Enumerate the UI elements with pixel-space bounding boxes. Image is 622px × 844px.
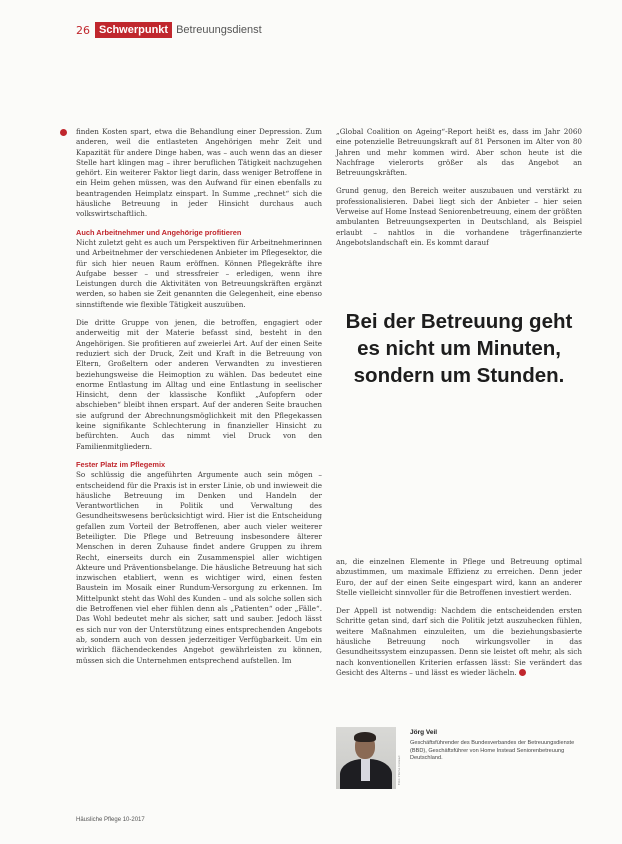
page-header <box>76 22 262 38</box>
author-name: Jörg Veil <box>410 729 438 736</box>
photo-credit: Foto: Home Instead <box>397 755 401 785</box>
subheading-2: Fester Platz im Pflegemix <box>76 459 166 469</box>
author-photo <box>336 727 396 789</box>
author-photo-shirt <box>361 759 370 781</box>
intro-paragraph: finden Kosten spart, etwa die Behandlung einer Depression. Zum anderen, weil die entlasteten Angehörigen mehr Zeit und Kapazität für andere Dinge haben, was – auch wenn das an dieser Stelle hart klingen mag – ihrer beruflichen Tätigkeit nachzugehen gehört. Ein weiterer Faktor liegt darin, dass weniger Betroffene in ein Heim gehen müssen, was den Aufwand für einen ebenfalls zu beantragenden Heimplatz einspart. In Summe „rechnet“ sich die häusliche Betreuung in jeder Hinsicht durchaus auch volkswirtschaftlich. <box>76 127 322 219</box>
author-bio: Geschäftsführender des Bundesverbandes der Betreuungsdienste (BBD), Geschäftsführer von Home Instead Seniorenbetreuung Deutschland. <box>410 740 575 762</box>
right-paragraph-3: an, die einzelnen Elemente in Pflege und Betreuung optimal abzustimmen, um maximale Effizienz zu erreichen. Denn jeder Euro, der auf der einen Seite eingespart wird, kann an anderer Stelle vielleicht sinnvoller für die Betroffenen investiert werden. <box>336 557 582 597</box>
pull-quote: Bei der Betreuung geht es nicht um Minuten, sondern um Stunden. <box>345 310 573 387</box>
page-footer: Häusliche Pflege 10-2017 <box>76 817 145 823</box>
article-end-marker-icon <box>519 669 526 676</box>
right-paragraph-2: Grund genug, den Bereich weiter auszubauen und verstärkt zu professionalisieren. Dabei liegt sich der Anbieter – hier seien Verweise auf Home Instead Seniorenbetreuung, einem der größten ambulanten Betreuungsexperten in Deutschland, als Beispiel erlaubt – nahtlos in die vorhandene trägerfinanzierte Angebotslandschaft ein. Es kommt darauf <box>336 186 582 247</box>
right-column-bottom <box>336 557 582 686</box>
subheading-1: Auch Arbeitnehmer und Angehörige profitieren <box>76 227 242 237</box>
paragraph-1: Nicht zuletzt geht es auch um Perspektiven für Arbeitnehmerinnen und Arbeitnehmer der verschiedenen Anbieter im Pflegesektor, die für sich hier neuen Raum eröffnen. Können Pflegekräfte ihre Aufgabe besser – und stressfreier – erledigen, wenn ihre Leistungen durch die Aktivitäten von Betreuungskräften ergänzt werden, so haben sie Zeit genannten die Gelegenheit, eine ebenso sinnstiftende wie flexible Tätigkeit auszuüben. <box>76 237 322 309</box>
author-photo-hair <box>354 732 376 742</box>
right-column-top <box>336 127 582 256</box>
section-subtitle: Betreuungsdienst <box>176 24 262 36</box>
paragraph-3: So schlüssig die angeführten Argumente auch sein mögen – entscheidend für die Praxis ist in erster Linie, ob und inwieweit die häusliche Betreuung im Denken und Handeln der Verantwortlichen in Politik und Verwaltung des Gesundheitswesens berücksichtigt wird. Hier ist die Entscheidung gefallen zum Vorteil der Betroffenen, aber auch vieler weiterer Beteiligter. Die Pflege und Betreuung insbesondere älterer Menschen in deren Zuhause findet andere Gruppen zu ihrem Recht, einerseits durch ein Zusammenspiel aller wichtigen Akteure und Präventionsbelange. Die häusliche Betreuung hat sich inzwischen etabliert, wenn es wichtiger wird, einen festen Baustein im Mosaik einer Rundum-Versorgung zu erkennen. Im Mittelpunkt steht das Wohl des Kunden – und als solche sollen sich die Betroffenen viel eher fühlen denn als „Patienten“ oder „Fälle“. Das Wohl bedeutet mehr als sicher, satt und sauber. Jedoch lässt es sich nur von der Unterstützung eines entsprechenden Angebots ab, sondern auch von dessen jederzeitiger Verfügbarkeit. Um ein wirklich flächendeckendes Angebot gewährleisten zu können, müssen sich die Unternehmen entsprechend aufstellen. Im <box>76 470 322 665</box>
section-badge: Schwerpunkt <box>95 22 172 38</box>
article-start-marker-icon <box>60 129 67 136</box>
left-column <box>76 127 322 674</box>
paragraph-2: Die dritte Gruppe von jenen, die betroffen, engagiert oder anderweitig mit der Materie befasst sind, besteht in den Angehörigen. Sie profitieren auf zweierlei Art. Auf der einen Seite reduziert sich der Druck, Zeit und Kraft in die Betreuung von Eltern, Großeltern oder anderen Verwandten zu investieren beziehungsweise die Heimoption zu wählen. Das bedeutet eine enorme Entlastung im Alltag und eine Entlastung in seelischer Hinsicht, denn der klassische Konflikt „Aufopfern oder abschieben“ bleibt ihnen erspart. Auf der anderen Seite brauchen sie aufgrund der Abrechnungsmöglichkeit mit den Pflegekassen keine signifikante Schlechterung in finanzieller Hinsicht zu befürchten. Auch das nimmt viel Druck von den Familienmitgliedern. <box>76 318 322 451</box>
right-paragraph-4 <box>336 606 582 678</box>
closing-text: Der Appell ist notwendig: Nachdem die entscheidenden ersten Schritte getan sind, darf sich die Politik jetzt auszuhecken fühlen, weitere Maßnahmen einzuleiten, um die beziehungsbasierte häusliche Betreuung noch wirkungsvoller in das Gesundheitssystem einzupassen. Denn sie leistet oft mehr, als sich nach konventionellen Kriterien erfassen lässt: Sie verändert das Gesicht des Alterns – und lässt es wieder lächeln. <box>336 606 582 677</box>
right-paragraph-1: „Global Coalition on Ageing“-Report heißt es, dass im Jahr 2060 eine potenzielle Betreuungskraft auf 81 Personen im Alter von 80 Jahren und mehr kommen wird. Aber schon heute ist die Nachfrage vielerorts größer als das Angebot an Betreuungskräften. <box>336 127 582 178</box>
page-number: 26 <box>76 23 90 37</box>
